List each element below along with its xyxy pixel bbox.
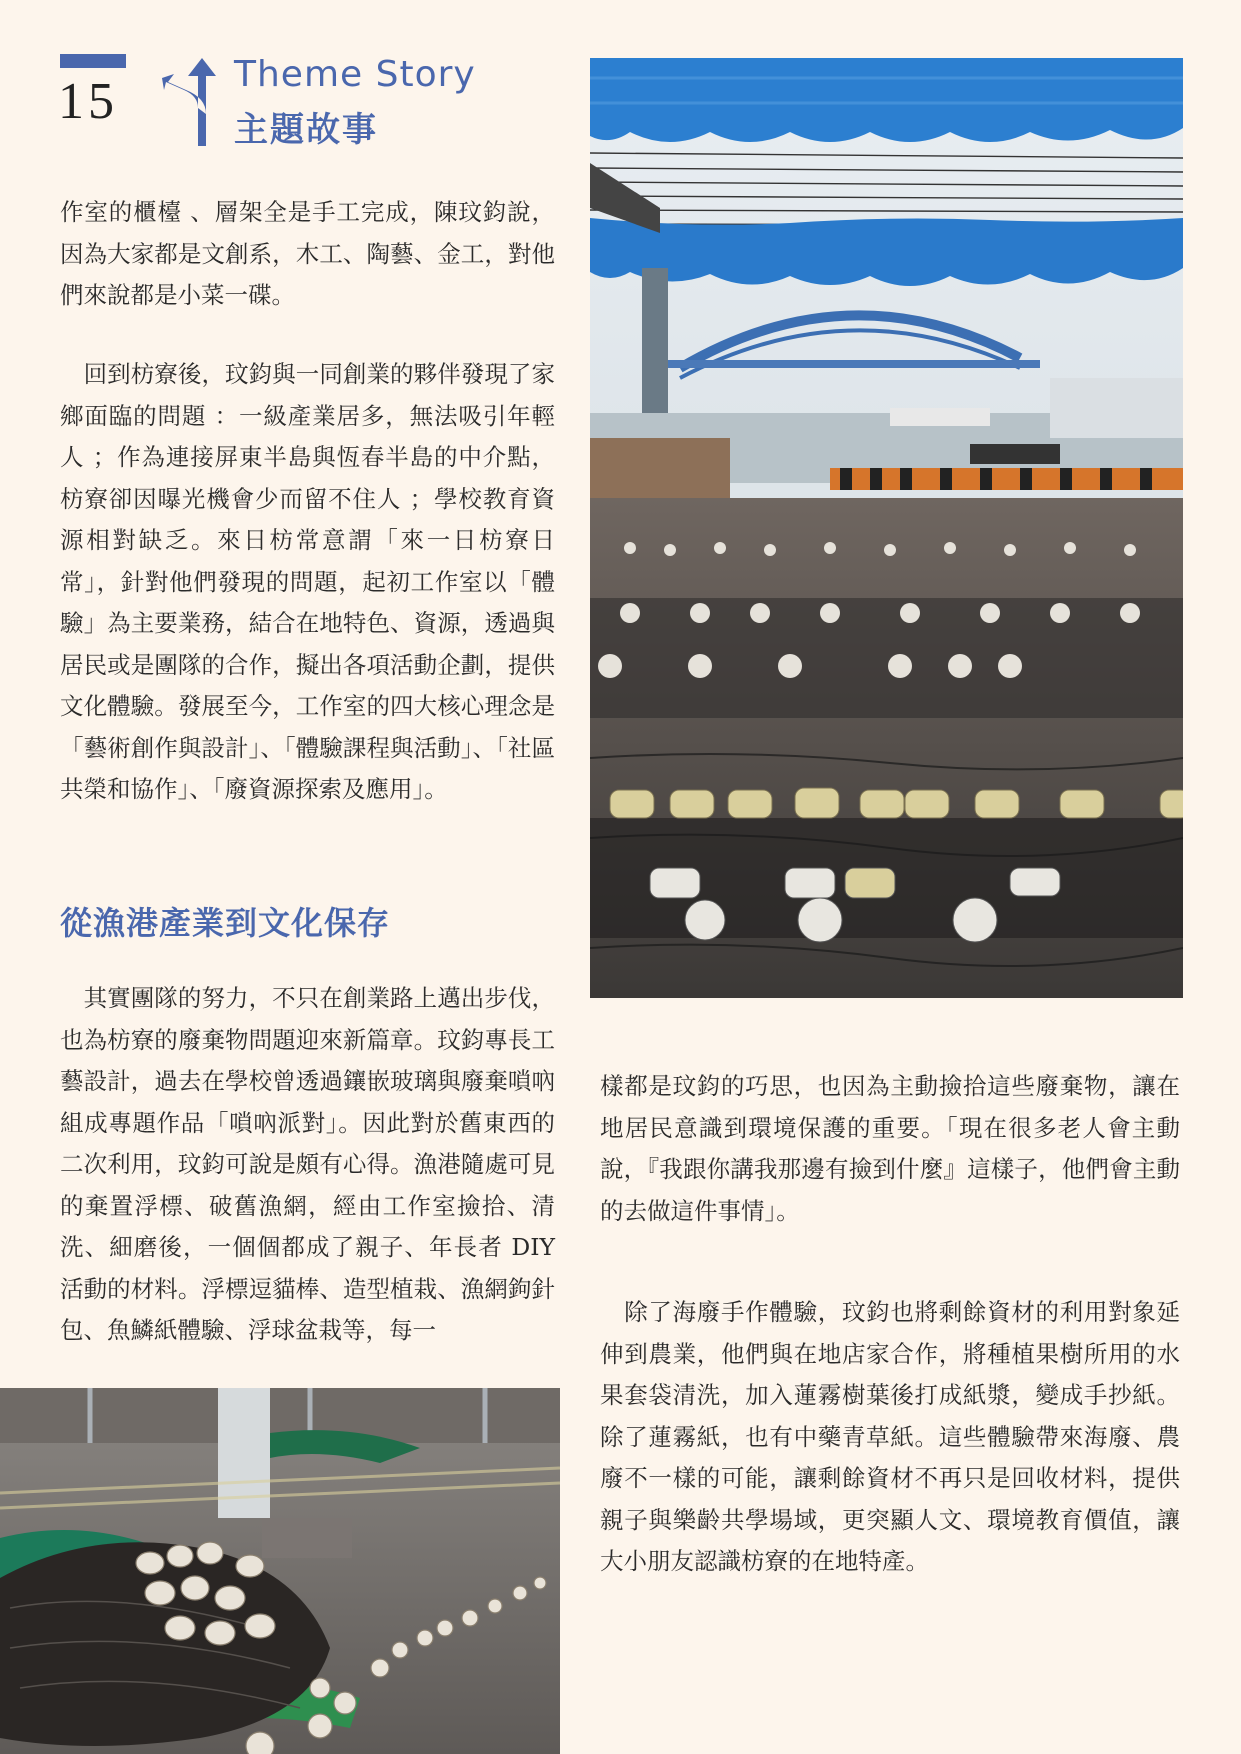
page-number: 15 [58,73,118,130]
paragraph-3: 其實團隊的努力，不只在創業路上邁出步伐，也為枋寮的廢棄物問題迎來新篇章。玟鈞專長工藝設計，過去在學校曾透過鑲嵌玻璃與廢棄嗩吶組成專題作品「嗩吶派對」。因此對於舊東西的二次利用，玟鈞可說是頗有心得。漁港隨處可見的棄置浮標、破舊漁網，經由工作室撿拾、清洗、細磨後，一個個都成了親子、年長者 DIY 活動的材料。浮標逗貓棒、造型植栽、漁網鉤針包、魚鱗紙體驗、浮球盆栽等，每一 [60,984,555,1344]
paragraph-5: 除了海廢手作體驗，玟鈞也將剩餘資材的利用對象延伸到農業，他們與在地店家合作，將種植果樹所用的水果套袋清洗，加入蓮霧樹葉後打成紙漿，變成手抄紙。除了蓮霧紙，也有中藥青草紙。這些體驗帶來海廢、農廢不一樣的可能，讓剩餘資材不再只是回收材料，提供親子與樂齡共學場域，更突顯人文、環境教育價值，讓大小朋友認識枋寮的在地特產。 [600,1298,1180,1575]
paragraph-2: 回到枋寮後，玟鈞與一同創業的夥伴發現了家鄉面臨的問題 ：一級產業居多，無法吸引年輕人 ；作為連接屏東半島與恆春半島的中介點，枋寮卻因曝光機會少而留不住人 ；學校教育資源相對缺乏。來日枋常意謂「來一日枋寮日常」，針對他們發現的問題，起初工作室以「體驗」為主要業務，結合在地特色、資源，透過與居民或是團隊的合作，擬出各項活動企劃，提供文化體驗。發展至今，工作室的四大核心理念是「藝術創作與設計」、「體驗課程與活動」、「社區共榮和協作」、「廢資源探索及應用」。 [60,360,555,803]
paragraph-4: 樣都是玟鈞的巧思，也因為主動撿拾這些廢棄物，讓在地居民意識到環境保護的重要。「現在很多老人會主動說，『我跟你講我那邊有撿到什麼』這樣子，他們會主動的去做這件事情」。 [600,1072,1180,1225]
fishing-nets-photo [0,1388,560,1754]
split-arrow-icon [160,56,220,146]
page-number-bar [60,54,126,68]
section-title-en: Theme Story [234,54,476,95]
paragraph-1: 作室的櫃檯 、層架全是手工完成，陳玟鈞說，因為大家都是文創系，木工、陶藝、金工，對他們來說都是小菜一碟。 [60,198,555,309]
harbor-photo [590,58,1183,998]
section-title-zh: 主題故事 [234,110,378,150]
section-heading: 從漁港產業到文化保存 [60,904,391,942]
